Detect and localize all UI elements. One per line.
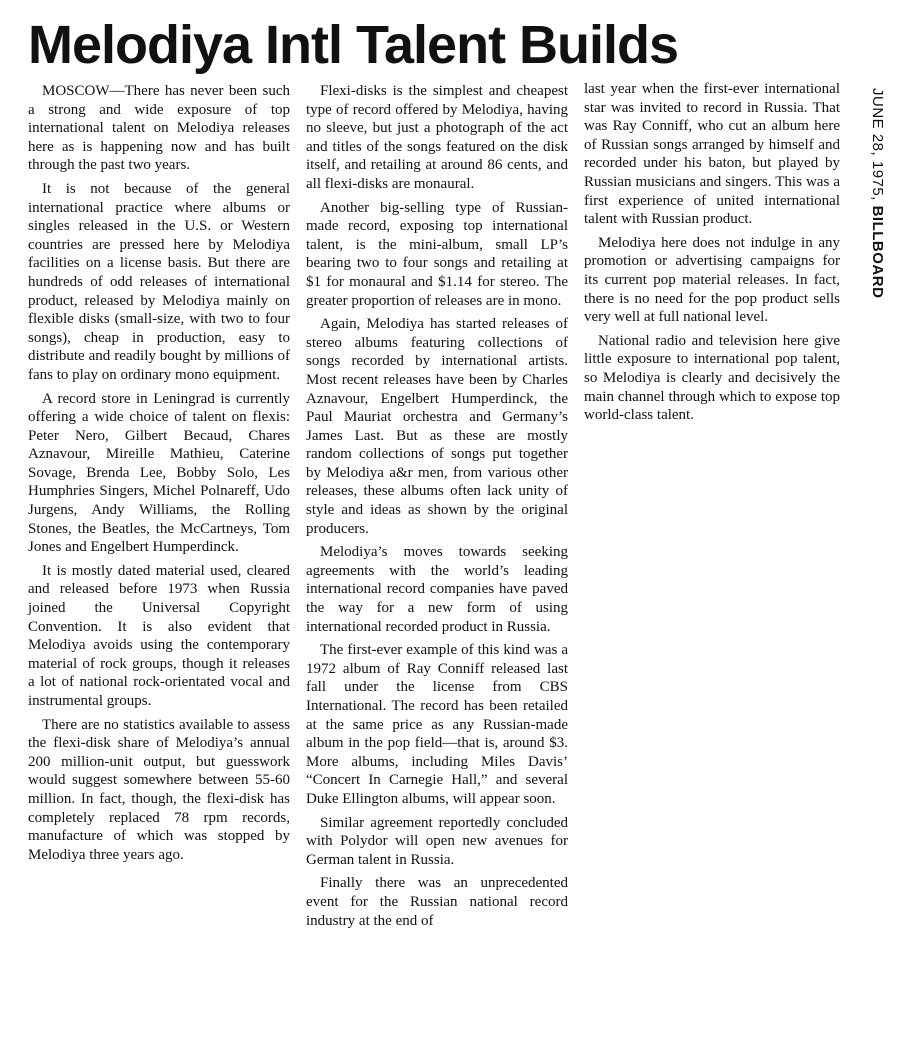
article-column-2: [306, 82, 568, 935]
paragraph: Similar agreement reportedly concluded with Polydor will open new avenues for German talent in Russia.: [306, 814, 568, 868]
dateline-date: JUNE 28, 1975,: [869, 88, 886, 201]
paragraph: Flexi-disks is the simplest and cheapest type of record offered by Melodiya, having no sleeve, but just a photograph of the act and titles of the songs featured on the disk itself, and retailing at around 86 cents, and all flexi-disks are monaural.: [306, 83, 568, 192]
paragraph: The first-ever example of this kind was a 1972 album of Ray Conniff released last fall under the license from CBS International. The record has been retailed at the same price as any Russian-made album in the pop field—that is, around $3. More albums, including Miles Davis’ “Concert In Carnegie Hall,” and several Duke Ellington albums, will appear soon.: [306, 642, 568, 807]
article-column-3: [584, 80, 840, 430]
headline: Melodiya Intl Talent Builds: [28, 15, 679, 75]
dateline-text: [869, 88, 886, 298]
paragraph: Melodiya here does not indulge in any promotion or advertising campaigns for its current pop material releases. In fact, there is no need for the pop product sells very well at full national level.: [584, 234, 840, 326]
paragraph: There are no statistics available to assess the flexi-disk share of Melodiya’s annual 200 million-unit output, but guesswork would suggest somewhere between 55-60 million. In fact, though, the flexi-disk has completely replaced 78 rpm records, manufacture of which was stopped by Melodiya three years ago.: [28, 716, 290, 863]
paragraph: Another big-selling type of Russian-made record, exposing top international talent, is the mini-album, small LP’s bearing two to four songs and retailing at $1 for monaural and $1.14 for stereo. The greater proportion of releases are in mono.: [306, 199, 568, 309]
paragraph: It is mostly dated material used, cleared and released before 1973 when Russia joined the Universal Copyright Convention. It is also evident that Melodiya avoids using the contemporary material of rock groups, though it releases a lot of national rock-orientated vocal and instrumental groups.: [28, 562, 290, 709]
paragraph: National radio and television here give little exposure to international pop talent, so Melodiya is clearly and decisively the main channel through which to expose top world-class talent.: [584, 332, 840, 424]
dateline: [866, 88, 886, 328]
dateline-publication: BILLBOARD: [869, 205, 886, 299]
paragraph: Again, Melodiya has started releases of stereo albums featuring collections of songs recorded by international artists. Most recent releases have been by Charles Aznavour, Engelbert Humperdinck, the Paul Mauriat orchestra and Germany’s James Last. But as these are mostly random collections of songs put together by Melodiya a&r men, from various other releases, these albums often lack unity of style and ideas as shown by the original producers.: [306, 316, 568, 537]
paragraph: Melodiya’s moves towards seeking agreements with the world’s leading international record companies have paved the way for a new form of using international recorded product in Russia.: [306, 544, 568, 635]
paragraph: MOSCOW—There has never been such a strong and wide exposure of top international talent on Melodiya releases here as is happening now and has built through the past two years.: [28, 83, 290, 174]
paragraph: Finally there was an unprecedented event for the Russian national record industry at the end of: [306, 875, 568, 929]
article-column-1: [28, 82, 290, 869]
paragraph: last year when the first-ever international star was invited to record in Russia. That was Ray Conniff, who cut an album here of Russian songs arranged by himself and recorded under his baton, but played by Russian musicians and singers. This was a first experience of united international talent with Russian product.: [584, 81, 840, 228]
paragraph: A record store in Leningrad is currently offering a wide choice of talent on flexis: Peter Nero, Gilbert Becaud, Chares Aznavour, Mireille Mathieu, Caterine Sovage, Brenda Lee, Bobby Solo, Les Humphries Singers, Michel Polnareff, Udo Jurgens, Andy Williams, the Rolling Stones, the Beatles, the McCartneys, Tom Jones and Engelbert Humperdinck.: [28, 390, 290, 556]
paragraph: It is not because of the general international practice where albums or singles released in the U.S. or Western countries are pressed here by Melodiya facilities on a license basis. But there are hundreds of odd releases of international product, released by Melodiya mainly on flexible disks (small-size, with two to four songs), cheap in production, easy to distribute and readily bought by millions of fans to play on ordinary mono equipment.: [28, 180, 290, 383]
